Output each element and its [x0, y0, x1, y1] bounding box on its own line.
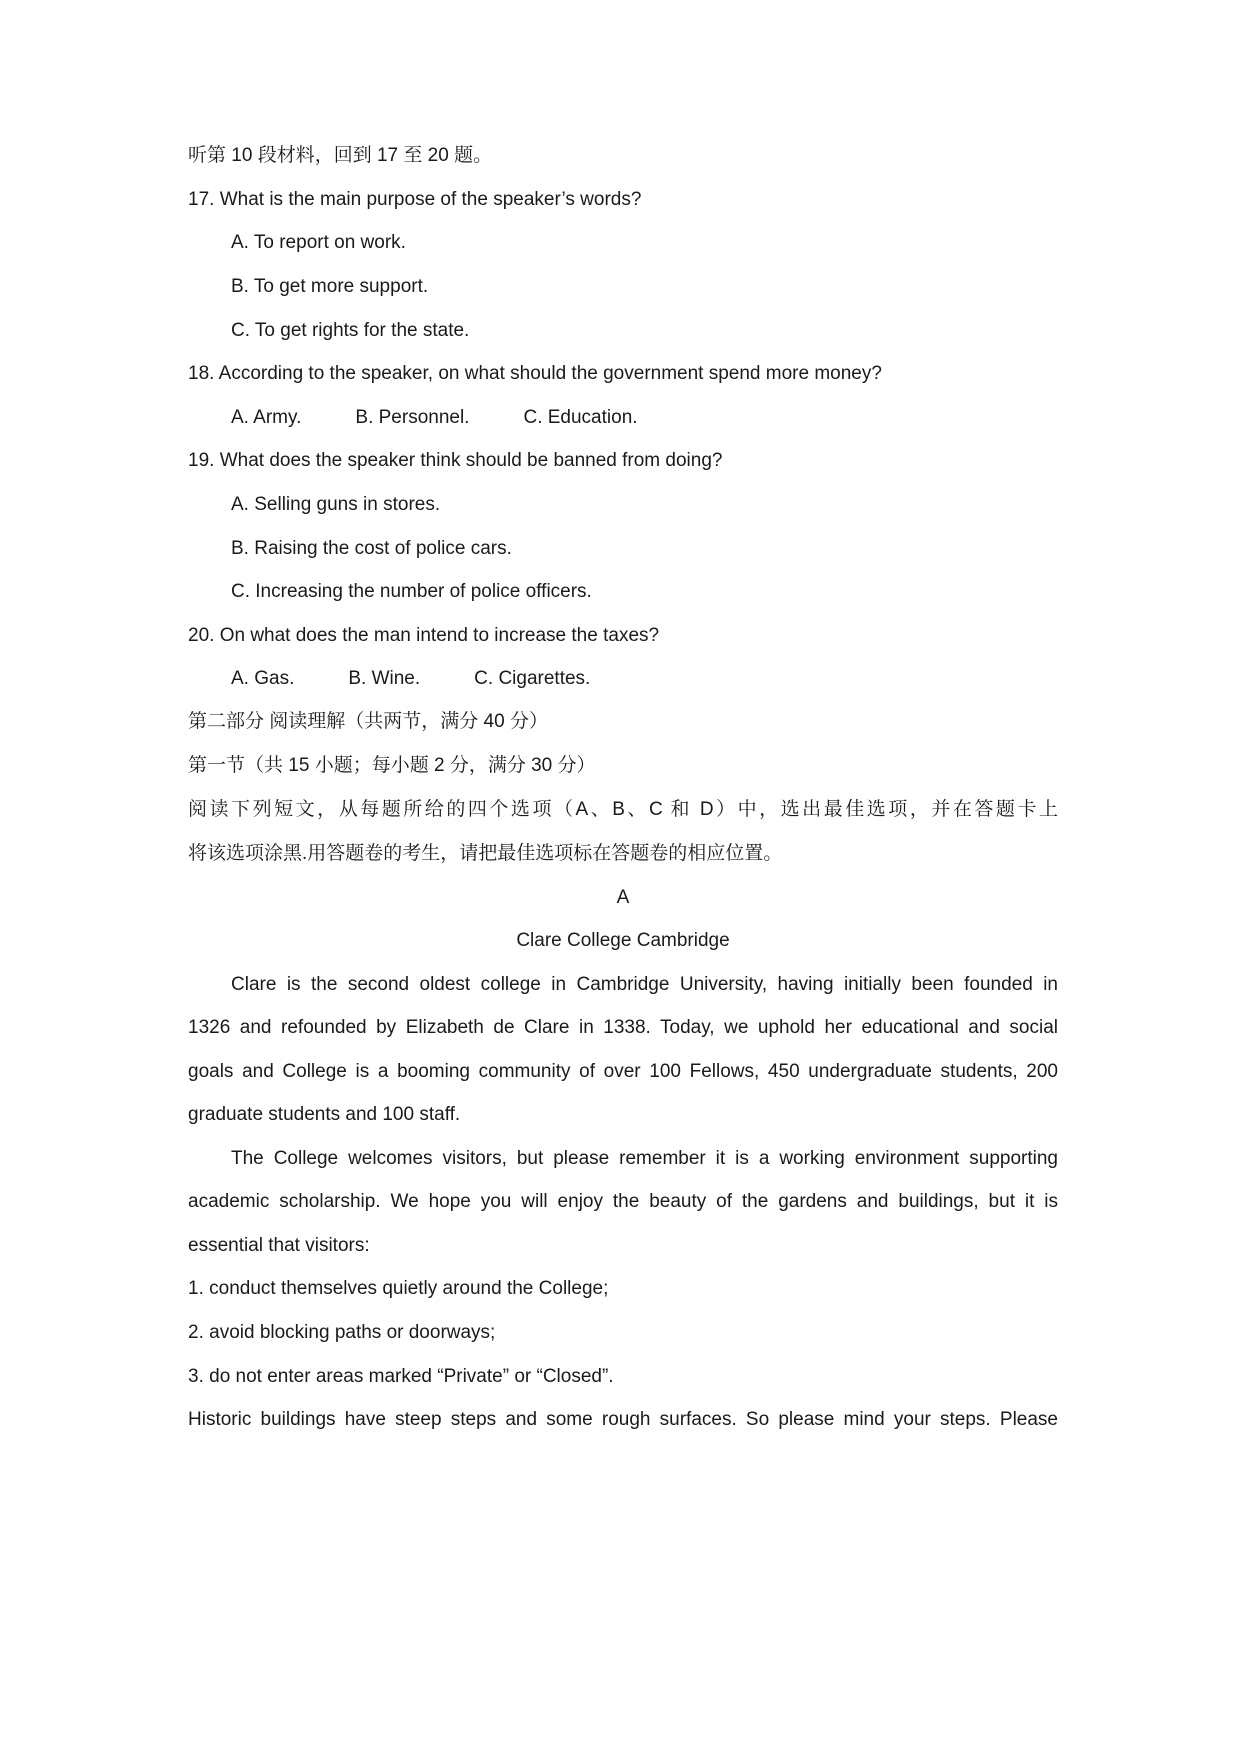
paragraph-2-line-1: The College welcomes visitors, but please remember it is a working environment supporting: [231, 1148, 1058, 1169]
reading-part-title: 第二部分 阅读理解（共两节，满分 40 分）: [188, 711, 548, 732]
question-17-stem: 17. What is the main purpose of the speaker’s words?: [188, 189, 642, 210]
rule-2: 2. avoid blocking paths or doorways;: [188, 1322, 496, 1343]
rule-1: 1. conduct themselves quietly around the College;: [188, 1278, 609, 1299]
paragraph-1-line-1: Clare is the second oldest college in Cambridge University, having initially been founded in: [231, 974, 1058, 995]
question-18-options: [231, 406, 1101, 430]
question-19-option-b: B. Raising the cost of police cars.: [231, 538, 512, 559]
question-20-options: [231, 667, 1101, 691]
paragraph-1-line-2: 1326 and refounded by Elizabeth de Clare in 1338. Today, we uphold her educational and social: [188, 1017, 1058, 1038]
question-19-option-a: A. Selling guns in stores.: [231, 494, 441, 515]
paragraph-2-line-3: essential that visitors:: [188, 1235, 370, 1256]
question-18-option-a: A. Army.: [231, 407, 302, 428]
question-19-stem: 19. What does the speaker think should be banned from doing?: [188, 450, 723, 471]
question-18-option-b: B. Personnel.: [355, 407, 470, 428]
reading-section-title: 第一节（共 15 小题；每小题 2 分，满分 30 分）: [188, 755, 596, 776]
question-18-option-c: C. Education.: [523, 407, 638, 428]
passage-letter: A: [616, 887, 630, 908]
reading-instructions-line-1: 阅读下列短文，从每题所给的四个选项（A、B、C 和 D）中，选出最佳选项，并在答题卡上: [188, 799, 1058, 820]
question-20-option-b: B. Wine.: [348, 668, 421, 689]
passage-title: Clare College Cambridge: [516, 930, 730, 951]
question-17-option-b: B. To get more support.: [231, 276, 429, 297]
paragraph-1-line-4: graduate students and 100 staff.: [188, 1104, 461, 1125]
question-20-option-c: C. Cigarettes.: [474, 668, 591, 689]
paragraph-1-line-3: goals and College is a booming community of over 100 Fellows, 450 undergraduate students, 200: [188, 1061, 1058, 1082]
rule-3: 3. do not enter areas marked “Private” or “Closed”.: [188, 1366, 614, 1387]
question-17-option-a: A. To report on work.: [231, 232, 406, 253]
question-18-stem: 18. According to the speaker, on what should the government spend more money?: [188, 363, 882, 384]
listening-intro: 听第 10 段材料，回到 17 至 20 题。: [188, 145, 493, 166]
question-20-stem: 20. On what does the man intend to increase the taxes?: [188, 625, 660, 646]
reading-instructions-line-2: 将该选项涂黑.用答题卷的考生，请把最佳选项标在答题卷的相应位置。: [188, 843, 783, 864]
paragraph-3-line-1: Historic buildings have steep steps and some rough surfaces. So please mind your steps. Please: [188, 1409, 1058, 1430]
question-17-option-c: C. To get rights for the state.: [231, 320, 470, 341]
paragraph-2-line-2: academic scholarship. We hope you will enjoy the beauty of the gardens and buildings, but it is: [188, 1191, 1058, 1212]
question-19-option-c: C. Increasing the number of police officers.: [231, 581, 592, 602]
question-20-option-a: A. Gas.: [231, 668, 295, 689]
